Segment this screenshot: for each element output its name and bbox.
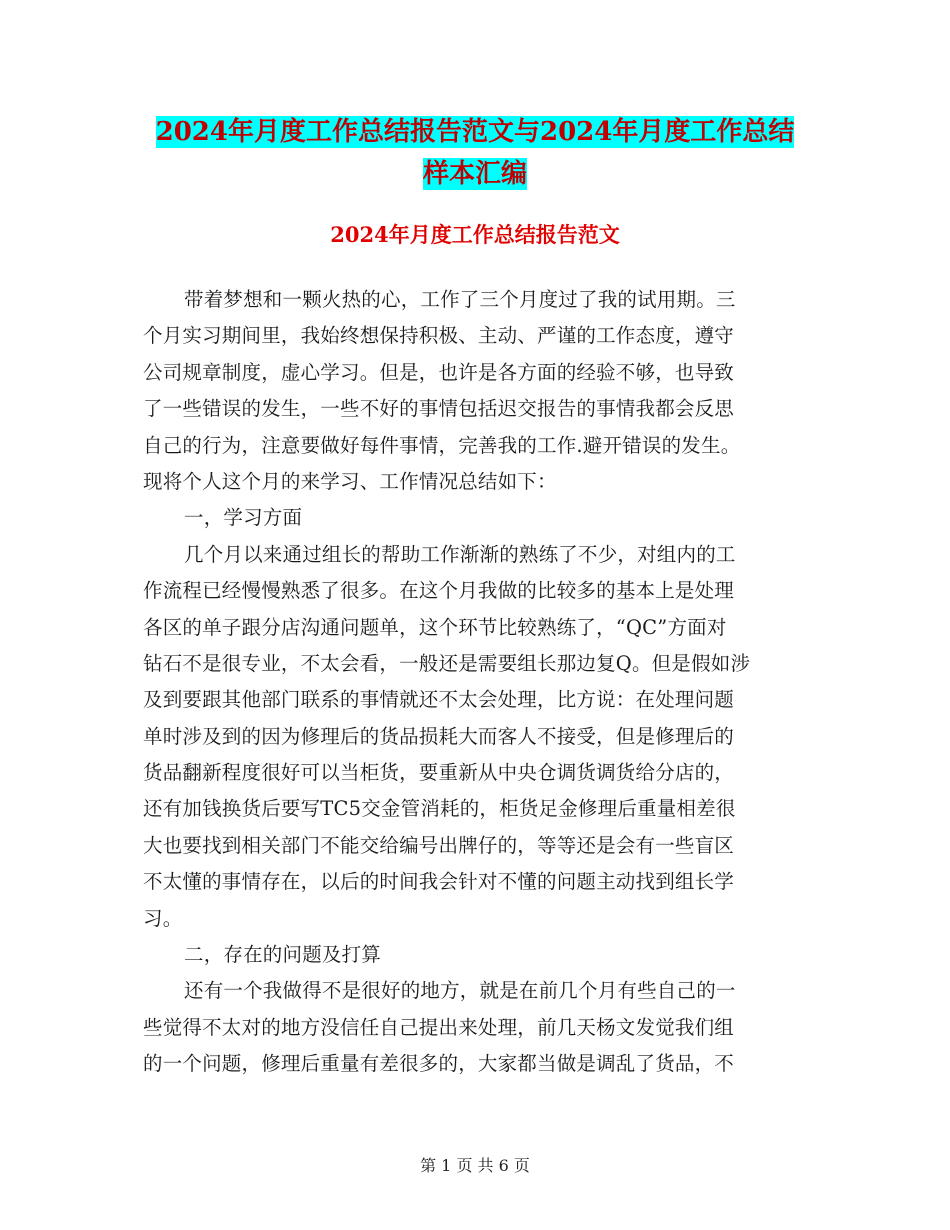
body-line: 货品翻新程度很好可以当柜货，要重新从中央仓调货调货给分店的，	[143, 761, 735, 785]
body-line: 二，存在的问题及打算	[184, 943, 382, 967]
body-line: 还有一个我做得不是很好的地方，就是在前几个月有些自己的一	[184, 979, 736, 1003]
body-line: 及到要跟其他部门联系的事情就还不太会处理，比方说：在处理问题	[143, 688, 735, 712]
document-title-line1	[0, 112, 950, 152]
body-line: 了一些错误的发生，一些不好的事情包括迟交报告的事情我都会反思	[143, 397, 735, 421]
body-line: 一，学习方面	[184, 506, 303, 530]
body-line: 的一个问题，修理后重量有差很多的，大家都当做是调乱了货品，不	[143, 1052, 735, 1076]
body-line: 还有加钱换货后要写TC5交金管消耗的，柜货足金修理后重量相差很	[143, 797, 736, 821]
body-line: 些觉得不太对的地方没信任自己提出来处理，前几天杨文发觉我们组	[143, 1015, 735, 1039]
body-line: 公司规章制度，虚心学习。但是，也许是各方面的经验不够，也导致	[143, 360, 735, 384]
body-line: 钻石不是很专业，不太会看，一般还是需要组长那边复Q。但是假如涉	[143, 651, 751, 675]
body-line: 个月实习期间里，我始终想保持积极、主动、严谨的工作态度，遵守	[143, 324, 735, 348]
document-title-line2-text: 样本汇编	[422, 159, 527, 189]
document-title-line1-text: 2024年月度工作总结报告范文与2024年月度工作总结	[155, 117, 795, 147]
body-line: 带着梦想和一颗火热的心，工作了三个月度过了我的试用期。三	[184, 288, 736, 311]
body-line: 各区的单子跟分店沟通问题单，这个环节比较熟练了，“QC”方面对	[143, 615, 727, 639]
body-line: 习。	[143, 906, 183, 930]
body-line: 自己的行为，注意要做好每件事情，完善我的工作.避开错误的发生。	[143, 433, 741, 457]
body-line: 不太懂的事情存在，以后的时间我会针对不懂的问题主动找到组长学	[143, 870, 735, 894]
body-line: 现将个人这个月的来学习、工作情况总结如下：	[143, 469, 557, 493]
section-title: 2024年月度工作总结报告范文	[330, 222, 620, 247]
body-line: 大也要找到相关部门不能交给编号出牌仔的，等等还是会有一些盲区	[143, 833, 735, 857]
body-line: 作流程已经慢慢熟悉了很多。在这个月我做的比较多的基本上是处理	[143, 579, 735, 603]
document-body	[143, 282, 809, 1083]
page-footer: 第 1 页 共 6 页	[420, 1156, 530, 1175]
body-line: 单时涉及到的因为修理后的货品损耗大而客人不接受，但是修理后的	[143, 724, 735, 748]
body-line: 几个月以来通过组长的帮助工作渐渐的熟练了不少，对组内的工	[184, 542, 736, 566]
document-title-line2	[0, 154, 950, 194]
